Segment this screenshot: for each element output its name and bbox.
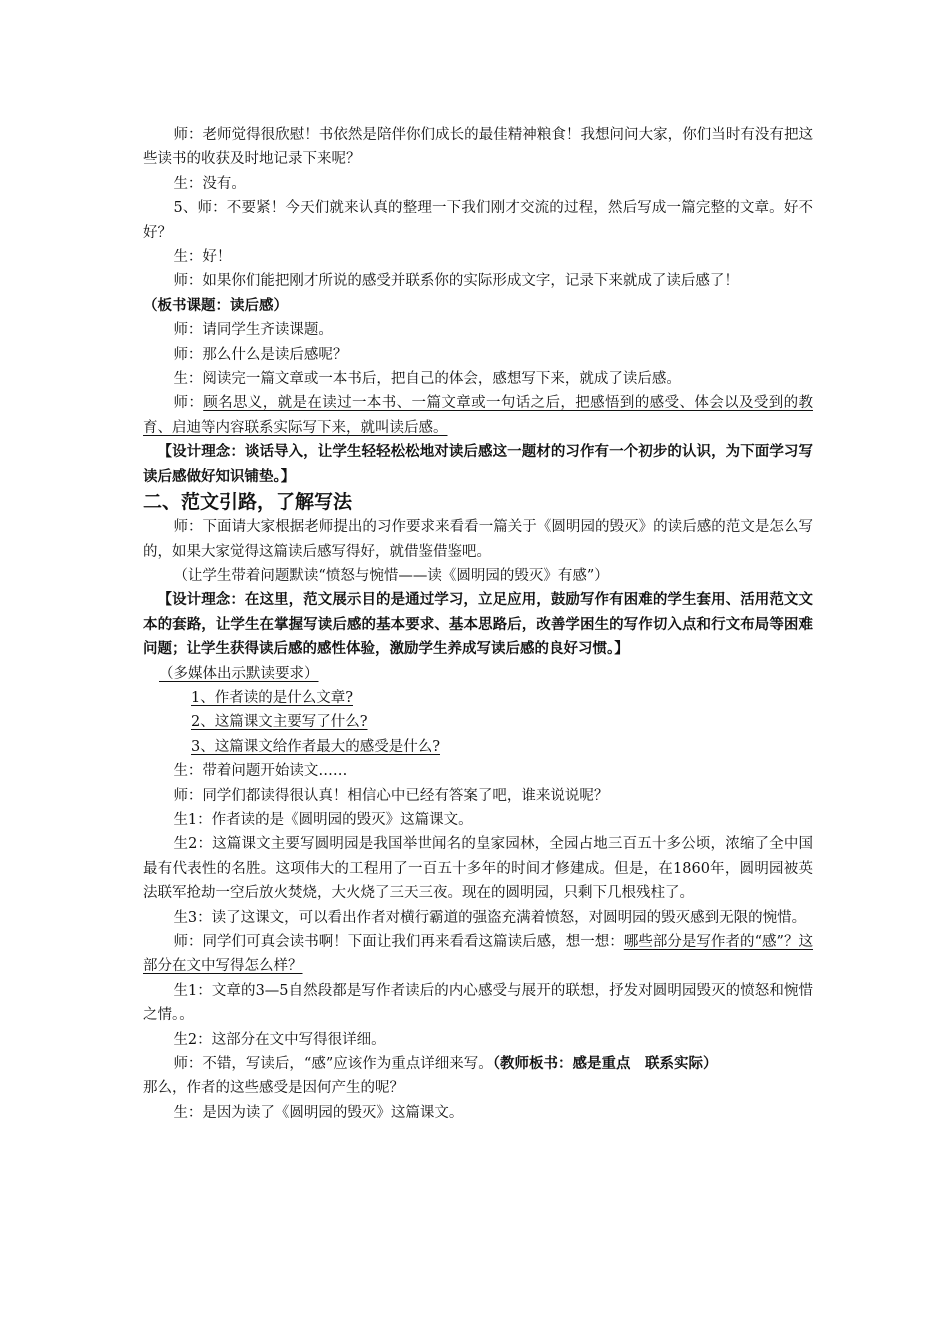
paragraph-instruction: （让学生带着问题默读“愤怒与惋惜——读《圆明园的毁灭》有感”） [173,567,609,584]
paragraph-student-8: 生1：文章的3—5自然段都是写作者读后的内心感受与展开的联想，抒发对圆明园毁灭的愤怒和惋惜之情。。 [143,982,813,1024]
paragraph-teacher-8 [143,930,813,979]
definition-speaker: 师： [173,395,204,412]
paragraph-student-1: 生：没有。 [173,175,246,192]
teacher-9-text: 师：不错，写读后，“感”应该作为重点详细来写。 [173,1056,493,1073]
paragraph-student-5: 生1：作者读的是《圆明园的毁灭》这篇课文。 [173,811,473,828]
multimedia-note [159,662,813,686]
design-concept-2: 【设计理念：在这里，范文展示目的是通过学习，立足应用，鼓励写作有困难的学生套用、活用范文文本的套路，让学生在掌握写读后感的基本要求、基本思路后，改善学困生的写作切入点和行文布局等困难问题；让学生获得读后感的感性体验，激励学生养成写读后感的良好习惯。】 [143,591,813,658]
design-concept-1: 【设计理念：谈话导入，让学生轻轻松松地对读后感这一题材的习作有一个初步的认识，为下面学习写读后感做好知识铺垫。】 [143,443,813,485]
paragraph-definition [143,391,813,440]
teacher-3-text: 师：如果你们能把刚才所说的感受并联系你的实际形成文字，记录下来就成了读后感了！ [173,273,739,290]
section-heading: 二、范文引路，了解写法 [143,491,353,514]
question-3-text: 3、这篇课文给作者最大的感受是什么? [191,738,440,755]
multimedia-note-text: （多媒体出示默读要求） [159,665,319,682]
paragraph-teacher-2: 5、师：不要紧！今天们就来认真的整理一下我们刚才交流的过程，然后写成一篇完整的文章。好不好？ [143,200,813,241]
paragraph-teacher-3 [143,269,813,293]
paragraph-teacher-5: 师：那么什么是读后感呢？ [173,346,348,363]
question-2-text: 2、这篇课文主要写了什么? [191,714,368,731]
definition-text: 顾名思义，就是在读过一本书、一篇文章或一句话之后，把感悟到的感受、体会以及受到的教育、启迪等内容联系实际写下来，就叫读后感。 [143,395,813,436]
paragraph-teacher-6: 师：下面请大家根据老师提出的习作要求来看看一篇关于《圆明园的毁灭》的读后感的范文是怎么写的，如果大家觉得这篇读后感写得好，就借鉴借鉴吧。 [143,519,813,560]
board-note-2: （教师板书：感是重点 联系实际） [492,1055,718,1073]
board-title-note: （板书课题：读后感） [143,296,288,314]
teacher-8-text: 师：同学们可真会读书啊！下面让我们再来看看这篇读后感，想一想： [173,934,624,950]
paragraph-teacher-9 [143,1052,813,1076]
paragraph-student-10: 生：是因为读了《圆明园的毁灭》这篇课文。 [173,1104,464,1121]
document-body [143,123,813,1125]
paragraph-student-2: 生：好！ [173,249,232,266]
paragraph-teacher-7: 师：同学们都读得很认真！相信心中已经有答案了吧，谁来说说呢？ [173,787,609,804]
paragraph-teacher-1: 师：老师觉得很欣慰！书依然是陪伴你们成长的最佳精神粮食！我想问问大家，你们当时有没有把这些读书的收获及时地记录下来呢？ [143,127,813,168]
paragraph-teacher-4: 师：请同学生齐读课题。 [173,322,333,339]
paragraph-student-6: 生2：这篇课文主要写圆明园是我国举世闻名的皇家园林，全园占地三百五十多公顷，浓缩了全中国最有代表性的名胜。这项伟大的工程用了一百五十多年的时间才修建成。但是，在1860年，圆明园被英法联军抢劫一空后放火焚烧，大火烧了三天三夜。现在的圆明园，只剩下几根残柱了。 [143,836,813,902]
question-1 [191,686,813,710]
paragraph-student-3: 生：阅读完一篇文章或一本书后，把自己的体会，感想写下来，就成了读后感。 [173,371,681,388]
paragraph-student-7: 生3：读了这课文，可以看出作者对横行霸道的强盗充满着愤怒，对圆明园的毁灭感到无限的惋惜。 [173,909,807,926]
question-1-text: 1、作者读的是什么文章? [191,689,353,706]
question-2 [191,710,813,734]
question-3 [191,735,813,759]
paragraph-student-9: 生2：这部分在文中写得很详细。 [173,1031,386,1048]
teacher-8-question: 哪些部分是写作者的“感”？这部分在文中写得怎么样？ [143,934,814,975]
paragraph-student-4: 生：带着问题开始读文…… [173,763,348,780]
paragraph-teacher-9-cont: 那么，作者的这些感受是因何产生的呢？ [143,1080,404,1097]
